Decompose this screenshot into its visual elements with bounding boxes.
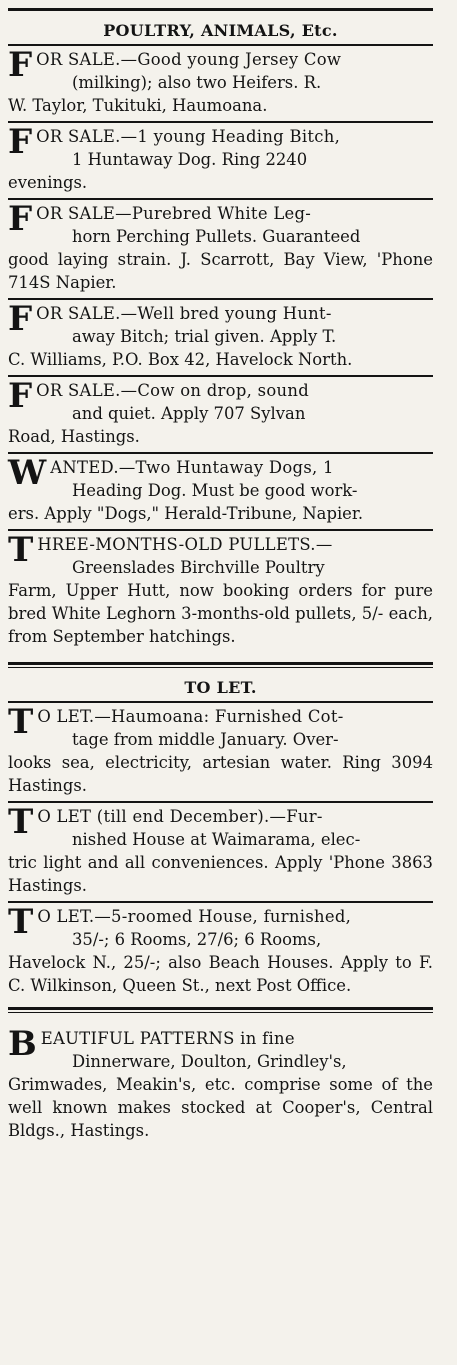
ad-second-line: Dinnerware, Doulton, Grindley's, xyxy=(72,1052,347,1071)
drop-cap: F xyxy=(8,122,33,162)
ad-second-line: 35/-; 6 Rooms, 27/6; 6 Rooms, xyxy=(72,930,322,949)
ad-first-line: O LET.—5-roomed House, furnished, xyxy=(37,907,352,926)
drop-cap: B xyxy=(8,1024,37,1064)
drop-cap: F xyxy=(8,376,33,416)
drop-cap: T xyxy=(8,802,34,842)
classified-ad xyxy=(8,123,433,198)
drop-cap: T xyxy=(8,530,34,570)
classified-ad xyxy=(8,454,433,529)
ad-second-line: 1 Huntaway Dog. Ring 2240 xyxy=(72,150,308,169)
ad-rest: Farm, Upper Hutt, now booking orders for pure bred White Leghorn 3-months-old pullets, 5/- each, from September hatchings. xyxy=(8,581,433,646)
classified-ad xyxy=(8,903,433,1001)
ad-first-line: OR SALE.—Good young Jersey Cow xyxy=(36,50,342,69)
ad-rest: good laying strain. J. Scarrott, Bay View, 'Phone 714S Napier. xyxy=(8,250,433,292)
drop-cap: W xyxy=(8,453,47,493)
ad-rest: Grimwades, Meakin's, etc. comprise some of the well known makes stocked at Cooper's, Central Bldgs., Hastings. xyxy=(8,1075,433,1140)
classified-ad xyxy=(8,703,433,801)
drop-cap: T xyxy=(8,702,34,742)
ad-second-line: horn Perching Pullets. Guaranteed xyxy=(72,227,361,246)
ad-rest: C. Williams, P.O. Box 42, Havelock North. xyxy=(8,350,353,369)
classified-ad xyxy=(8,46,433,121)
ad-rest: W. Taylor, Tukituki, Haumoana. xyxy=(8,96,268,115)
classified-ad xyxy=(8,531,433,652)
ad-rest: Road, Hastings. xyxy=(8,427,140,446)
ad-second-line: (milking); also two Heifers. R. xyxy=(72,73,322,92)
drop-cap: F xyxy=(8,199,33,239)
ad-rest: Havelock N., 25/-; also Beach Houses. Apply to F. C. Wilkinson, Queen St., next Post Office. xyxy=(8,953,433,995)
ad-first-line: OR SALE.—Cow on drop, sound xyxy=(36,381,310,400)
ad-first-line: EAUTIFUL PATTERNS in fine xyxy=(40,1029,295,1048)
ad-rest: ers. Apply "Dogs," Herald-Tribune, Napier. xyxy=(8,504,364,523)
ad-second-line: away Bitch; trial given. Apply T. xyxy=(72,327,337,346)
ad-rest: looks sea, electricity, artesian water. Ring 3094 Hastings. xyxy=(8,753,433,795)
classified-ad xyxy=(8,300,433,375)
ad-second-line: tage from middle January. Over- xyxy=(72,730,339,749)
section-rule xyxy=(8,1007,433,1013)
section-rule xyxy=(8,662,433,668)
ad-first-line: O LET.—Haumoana: Furnished Cot- xyxy=(37,707,344,726)
classified-ad xyxy=(8,377,433,452)
section-heading-to-let: TO LET. xyxy=(184,678,257,697)
ad-second-line: Greenslades Birchville Poultry xyxy=(72,558,325,577)
section-heading-poultry: POULTRY, ANIMALS, Etc. xyxy=(103,21,338,40)
classified-ad xyxy=(8,1025,433,1146)
top-rule xyxy=(8,8,433,11)
ad-second-line: nished House at Waimarama, elec- xyxy=(72,830,361,849)
ad-rest: tric light and all conveniences. Apply 'Phone 3863 Hastings. xyxy=(8,853,433,895)
drop-cap: F xyxy=(8,299,33,339)
ad-first-line: ANTED.—Two Huntaway Dogs, 1 xyxy=(50,458,334,477)
classified-ad xyxy=(8,200,433,298)
ad-second-line: and quiet. Apply 707 Sylvan xyxy=(72,404,306,423)
ad-first-line: OR SALE.—Well bred young Hunt- xyxy=(36,304,332,323)
ad-rest: evenings. xyxy=(8,173,88,192)
classified-ad xyxy=(8,803,433,901)
ad-first-line: OR SALE—Purebred White Leg- xyxy=(36,204,312,223)
ad-second-line: Heading Dog. Must be good work- xyxy=(72,481,358,500)
ad-first-line: O LET (till end December).—Fur- xyxy=(37,807,323,826)
drop-cap: T xyxy=(8,902,34,942)
ad-first-line: OR SALE.—1 young Heading Bitch, xyxy=(36,127,341,146)
ad-first-line: HREE-MONTHS-OLD PULLETS.— xyxy=(37,535,333,554)
drop-cap: F xyxy=(8,45,33,85)
